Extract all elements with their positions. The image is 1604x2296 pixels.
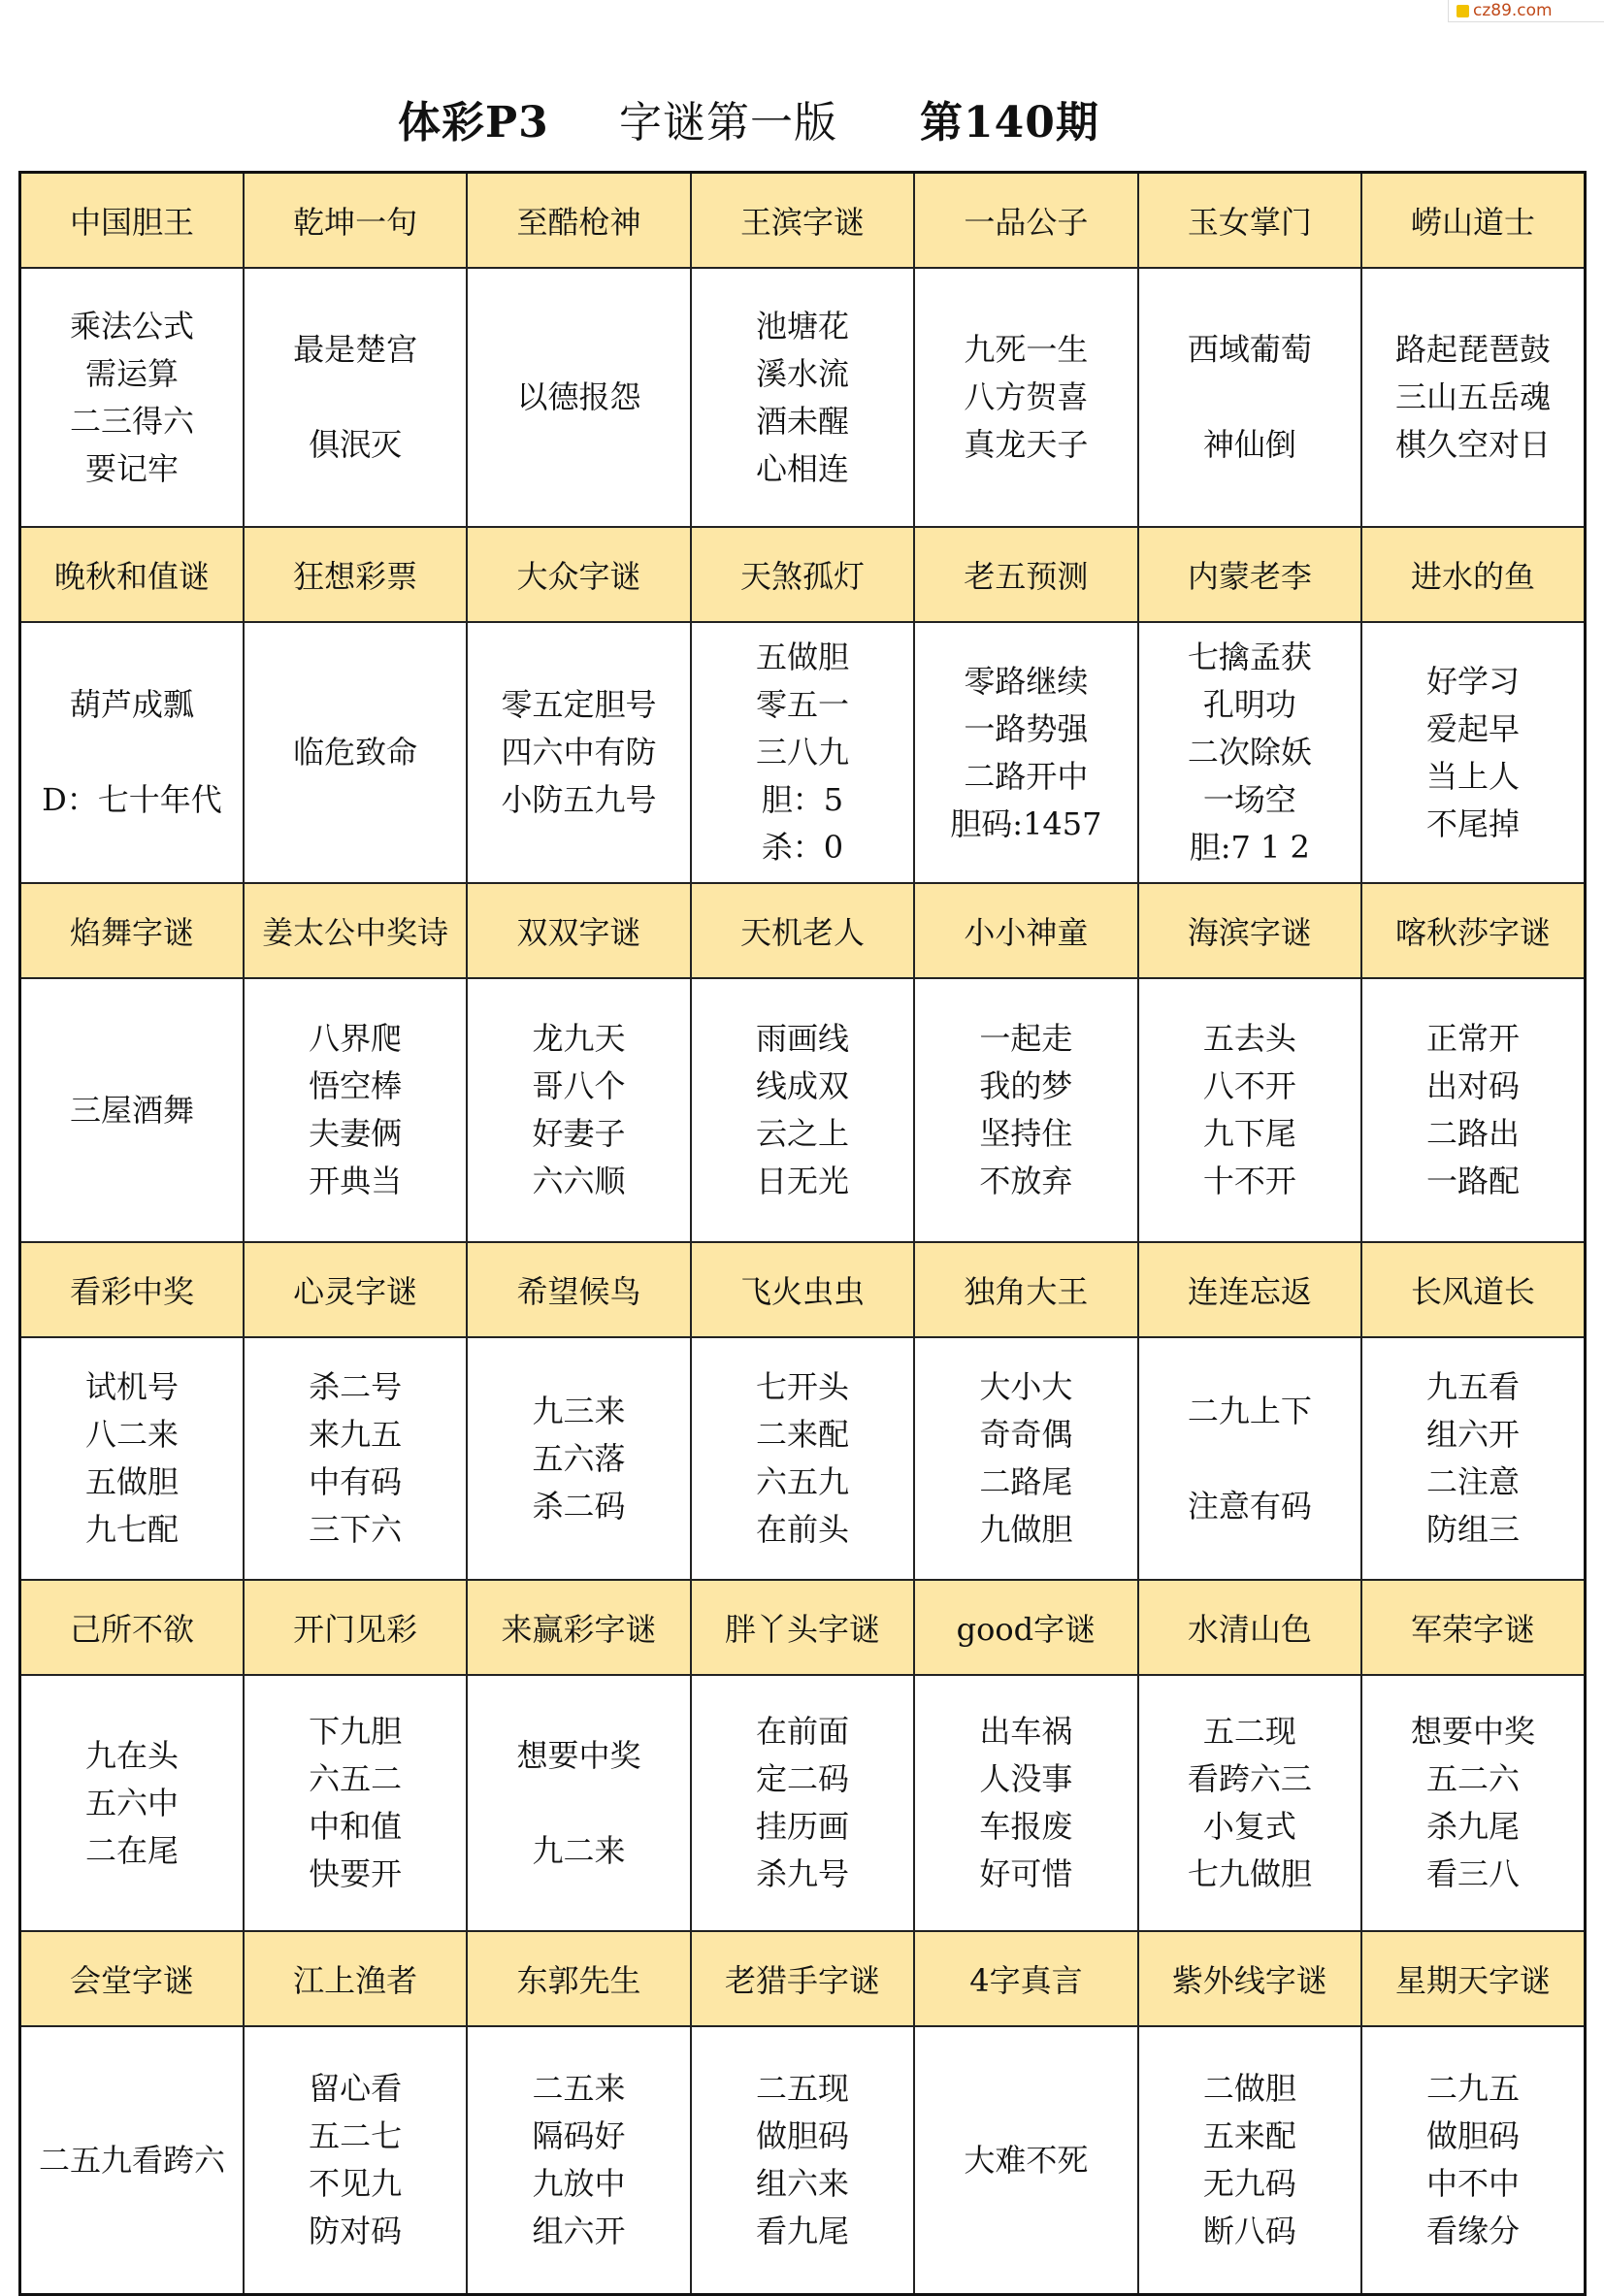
riddle-line: 一路配 bbox=[1426, 1163, 1521, 1199]
riddle-line: 要记牢 bbox=[84, 449, 179, 487]
riddle-cell bbox=[1361, 978, 1585, 1242]
riddle-line: 九死一生 bbox=[964, 331, 1089, 368]
riddle-line: 九二来 bbox=[532, 1831, 626, 1869]
riddle-cell bbox=[20, 622, 244, 883]
riddle-line: 小复式 bbox=[1202, 1808, 1296, 1845]
author-name: 小小神童 bbox=[914, 883, 1137, 978]
riddle-line: 杀二号 bbox=[309, 1368, 403, 1405]
riddle-line: 二来配 bbox=[755, 1416, 849, 1453]
riddle-line: 在前面 bbox=[755, 1713, 849, 1750]
riddle-line: 零路继续 bbox=[964, 662, 1089, 700]
riddle-line: 做胆码 bbox=[755, 2117, 849, 2154]
riddle-line: 试机号 bbox=[84, 1368, 179, 1405]
author-name: 胖丫头字谜 bbox=[691, 1580, 914, 1675]
riddle-line: 中和值 bbox=[309, 1808, 403, 1845]
riddle-line: 乘法公式 bbox=[69, 307, 194, 344]
riddle-line: 胆：5 bbox=[761, 781, 844, 818]
riddle-line: 最是楚宫 bbox=[293, 331, 418, 368]
header-row bbox=[20, 527, 1586, 622]
riddle-line: 悟空棒 bbox=[309, 1067, 403, 1104]
riddle-line: 九做胆 bbox=[979, 1511, 1073, 1548]
riddle-cell bbox=[1361, 1337, 1585, 1580]
riddle-line: 坚持住 bbox=[979, 1115, 1073, 1152]
riddle-line: 八不开 bbox=[1202, 1067, 1296, 1104]
riddle-line: 五二现 bbox=[1202, 1713, 1296, 1750]
riddle-cell bbox=[1138, 1337, 1361, 1580]
riddle-line bbox=[245, 374, 466, 421]
author-name: 4字真言 bbox=[914, 1931, 1137, 2026]
riddle-line: 龙九天 bbox=[532, 1020, 626, 1057]
author-name: good字谜 bbox=[914, 1580, 1137, 1675]
riddle-cell bbox=[244, 1337, 467, 1580]
riddle-line: 五去头 bbox=[1202, 1020, 1296, 1057]
header-row bbox=[20, 883, 1586, 978]
author-name: 焰舞字谜 bbox=[20, 883, 244, 978]
author-name: 中国胆王 bbox=[20, 173, 244, 269]
riddle-line: 杀：0 bbox=[761, 829, 844, 866]
riddle-line: 二三得六 bbox=[69, 402, 194, 440]
riddle-cell bbox=[691, 1337, 914, 1580]
riddle-line: 六六顺 bbox=[532, 1163, 626, 1199]
riddle-cell bbox=[20, 1675, 244, 1931]
riddle-line: 线成双 bbox=[755, 1067, 849, 1104]
riddle-line: 不放弃 bbox=[979, 1163, 1073, 1199]
riddle-line: 好可惜 bbox=[979, 1855, 1073, 1892]
riddle-line: 三下六 bbox=[309, 1511, 403, 1548]
author-name: 内蒙老李 bbox=[1138, 527, 1361, 622]
author-name: 会堂字谜 bbox=[20, 1931, 244, 2026]
riddle-line: 九五看 bbox=[1426, 1368, 1521, 1405]
riddle-cell bbox=[467, 268, 690, 527]
riddle-cell bbox=[914, 268, 1137, 527]
riddle-line: 杀九号 bbox=[755, 1855, 849, 1892]
riddle-line: 三山五岳魂 bbox=[1395, 378, 1552, 415]
riddle-line: 不尾掉 bbox=[1426, 804, 1521, 842]
riddle-line: 防组三 bbox=[1426, 1511, 1521, 1548]
riddle-line: 需运算 bbox=[84, 354, 179, 392]
riddle-line: 七九做胆 bbox=[1187, 1855, 1312, 1892]
author-name: 王滨字谜 bbox=[691, 173, 914, 269]
riddle-line: 葫芦成瓢 bbox=[69, 686, 194, 723]
riddle-line: 二五现 bbox=[755, 2070, 849, 2107]
author-name: 看彩中奖 bbox=[20, 1242, 244, 1337]
riddle-line: 以德报怨 bbox=[516, 378, 641, 415]
riddle-line: 九放中 bbox=[532, 2165, 626, 2202]
author-name: 姜太公中奖诗 bbox=[244, 883, 467, 978]
author-name: 水清山色 bbox=[1138, 1580, 1361, 1675]
riddle-line: 组六开 bbox=[532, 2213, 626, 2249]
author-name: 东郭先生 bbox=[467, 1931, 690, 2026]
riddle-line: 二路出 bbox=[1426, 1115, 1521, 1152]
header-row bbox=[20, 1931, 1586, 2026]
riddle-cell bbox=[1361, 268, 1585, 527]
riddle-line: 二在尾 bbox=[84, 1831, 179, 1869]
riddle-line: 下九胆 bbox=[309, 1713, 403, 1750]
riddle-line: 池塘花 bbox=[755, 307, 849, 344]
author-name: 狂想彩票 bbox=[244, 527, 467, 622]
riddle-line: 二路开中 bbox=[964, 757, 1089, 795]
riddle-line: 人没事 bbox=[979, 1760, 1073, 1797]
header-row bbox=[20, 173, 1586, 269]
riddle-line: 注意有码 bbox=[1187, 1487, 1312, 1525]
riddle-line: 哥八个 bbox=[532, 1067, 626, 1104]
riddle-line: 零五定胆号 bbox=[501, 686, 657, 723]
riddle-line: 不见九 bbox=[309, 2165, 403, 2202]
riddle-line: 我的梦 bbox=[979, 1067, 1073, 1104]
riddle-cell bbox=[914, 2026, 1137, 2295]
riddle-line: 想要中奖 bbox=[1411, 1713, 1536, 1750]
title-left: 体彩P3 bbox=[398, 98, 549, 148]
header-row bbox=[20, 1580, 1586, 1675]
riddle-line: 西域葡萄 bbox=[1187, 331, 1312, 368]
author-name: 乾坤一句 bbox=[244, 173, 467, 269]
author-name: 长风道长 bbox=[1361, 1242, 1585, 1337]
riddle-line: 看跨六三 bbox=[1187, 1760, 1312, 1797]
riddle-line: 奇奇偶 bbox=[979, 1416, 1073, 1453]
riddle-line: 二九上下 bbox=[1187, 1392, 1312, 1429]
riddle-line: 十不开 bbox=[1202, 1163, 1296, 1199]
riddle-line: 五二六 bbox=[1426, 1760, 1521, 1797]
riddle-line: 四六中有防 bbox=[501, 734, 657, 771]
riddle-line: 看三八 bbox=[1426, 1855, 1521, 1892]
riddle-line: 车报废 bbox=[979, 1808, 1073, 1845]
content-row bbox=[20, 268, 1586, 527]
author-name: 老五预测 bbox=[914, 527, 1137, 622]
author-name: 进水的鱼 bbox=[1361, 527, 1585, 622]
author-name: 江上渔者 bbox=[244, 1931, 467, 2026]
riddle-line: 雨画线 bbox=[755, 1020, 849, 1057]
riddle-line bbox=[1139, 374, 1360, 421]
riddle-line: 大难不死 bbox=[964, 2141, 1089, 2179]
riddle-line: 二五来 bbox=[532, 2070, 626, 2107]
riddle-line: 五来配 bbox=[1202, 2117, 1296, 2154]
riddle-cell bbox=[244, 1675, 467, 1931]
content-row bbox=[20, 1675, 1586, 1931]
riddle-cell bbox=[244, 622, 467, 883]
riddle-line: 好学习 bbox=[1426, 662, 1521, 700]
riddle-cell bbox=[914, 622, 1137, 883]
riddle-line: 临危致命 bbox=[293, 734, 418, 771]
riddle-line: 胆:7 1 2 bbox=[1189, 829, 1310, 866]
author-name: 军荣字谜 bbox=[1361, 1580, 1585, 1675]
riddle-line: 九下尾 bbox=[1202, 1115, 1296, 1152]
riddle-cell bbox=[20, 268, 244, 527]
author-name: 大众字谜 bbox=[467, 527, 690, 622]
author-name: 玉女掌门 bbox=[1138, 173, 1361, 269]
content-row bbox=[20, 2026, 1586, 2295]
riddle-line: 六五二 bbox=[309, 1760, 403, 1797]
riddle-line: 九七配 bbox=[84, 1511, 179, 1548]
riddle-line bbox=[468, 1780, 689, 1827]
riddle-cell bbox=[1361, 1675, 1585, 1931]
riddle-line: 出对码 bbox=[1426, 1067, 1521, 1104]
author-name: 双双字谜 bbox=[467, 883, 690, 978]
author-name: 己所不欲 bbox=[20, 1580, 244, 1675]
riddle-line: 心相连 bbox=[755, 449, 849, 487]
watermark-text: cz89.com bbox=[1473, 1, 1553, 20]
riddle-line: 中有码 bbox=[309, 1463, 403, 1500]
riddle-line: 来九五 bbox=[309, 1416, 403, 1453]
author-name: 一品公子 bbox=[914, 173, 1137, 269]
riddle-cell bbox=[1138, 978, 1361, 1242]
riddle-line: 当上人 bbox=[1426, 757, 1521, 795]
riddle-cell bbox=[691, 1675, 914, 1931]
riddle-line: 八二来 bbox=[84, 1416, 179, 1453]
riddle-line bbox=[21, 729, 243, 776]
riddle-line: 爱起早 bbox=[1426, 709, 1521, 747]
riddle-cell bbox=[691, 622, 914, 883]
riddle-line: 三八九 bbox=[755, 734, 849, 771]
riddle-line: 挂历画 bbox=[755, 1808, 849, 1845]
riddle-line: 一起走 bbox=[979, 1020, 1073, 1057]
riddle-line: 五二七 bbox=[309, 2117, 403, 2154]
logo-icon bbox=[1457, 5, 1469, 17]
riddle-cell bbox=[1138, 268, 1361, 527]
riddle-cell bbox=[20, 2026, 244, 2295]
watermark bbox=[1448, 0, 1604, 22]
riddle-line: 在前头 bbox=[755, 1511, 849, 1548]
riddle-cell bbox=[691, 2026, 914, 2295]
author-name: 来赢彩字谜 bbox=[467, 1580, 690, 1675]
riddle-line: 好妻子 bbox=[532, 1115, 626, 1152]
title-mid: 字谜第一版 bbox=[619, 98, 837, 148]
riddle-line: 八界爬 bbox=[309, 1020, 403, 1057]
riddle-cell bbox=[1138, 2026, 1361, 2295]
riddle-line: 棋久空对日 bbox=[1395, 426, 1552, 463]
riddle-line: 二五九看跨六 bbox=[38, 2141, 225, 2179]
author-name: 喀秋莎字谜 bbox=[1361, 883, 1585, 978]
riddle-line: 留心看 bbox=[309, 2070, 403, 2107]
author-name: 心灵字谜 bbox=[244, 1242, 467, 1337]
riddle-cell bbox=[20, 1337, 244, 1580]
riddle-line: 组六开 bbox=[1426, 1416, 1521, 1453]
riddle-line: 路起琵琶鼓 bbox=[1395, 331, 1552, 368]
riddle-line: 断八码 bbox=[1202, 2213, 1296, 2249]
riddle-line: 七擒孟获 bbox=[1187, 639, 1312, 675]
riddle-line: 大小大 bbox=[979, 1368, 1073, 1405]
riddle-line: 无九码 bbox=[1202, 2165, 1296, 2202]
author-name: 星期天字谜 bbox=[1361, 1931, 1585, 2026]
riddle-line: 二注意 bbox=[1426, 1463, 1521, 1500]
riddle-line: 看缘分 bbox=[1426, 2213, 1521, 2249]
riddle-cell bbox=[467, 1337, 690, 1580]
riddle-line: 做胆码 bbox=[1426, 2117, 1521, 2154]
riddle-line: 八方贺喜 bbox=[964, 378, 1089, 415]
riddle-cell bbox=[20, 978, 244, 1242]
riddle-line: 孔明功 bbox=[1202, 686, 1296, 723]
riddle-cell bbox=[914, 978, 1137, 1242]
riddle-cell bbox=[244, 978, 467, 1242]
author-name: 紫外线字谜 bbox=[1138, 1931, 1361, 2026]
author-name: 至酷枪神 bbox=[467, 173, 690, 269]
riddle-line: 真龙天子 bbox=[964, 426, 1089, 463]
riddle-line: 五做胆 bbox=[755, 639, 849, 675]
riddle-line: 看九尾 bbox=[755, 2213, 849, 2249]
author-name: 开门见彩 bbox=[244, 1580, 467, 1675]
title-issue: 第140期 bbox=[920, 98, 1099, 148]
riddle-line: 一路势强 bbox=[964, 709, 1089, 747]
riddle-line: 二做胆 bbox=[1202, 2070, 1296, 2107]
riddle-line: 五六落 bbox=[532, 1439, 626, 1477]
riddle-line: 五做胆 bbox=[84, 1463, 179, 1500]
author-name: 天机老人 bbox=[691, 883, 914, 978]
riddle-line: 杀二码 bbox=[532, 1487, 626, 1525]
riddle-line: 神仙倒 bbox=[1202, 426, 1296, 463]
riddle-cell bbox=[1138, 1675, 1361, 1931]
riddle-line: 九在头 bbox=[84, 1736, 179, 1774]
riddle-cell bbox=[1361, 622, 1585, 883]
riddle-line: 想要中奖 bbox=[516, 1736, 641, 1774]
riddle-line: 日无光 bbox=[755, 1163, 849, 1199]
riddle-line: 正常开 bbox=[1426, 1020, 1521, 1057]
riddle-line: 九三来 bbox=[532, 1392, 626, 1429]
riddle-cell bbox=[244, 268, 467, 527]
riddle-line: 胆码:1457 bbox=[950, 804, 1102, 842]
riddle-line: 一场空 bbox=[1202, 781, 1296, 818]
riddle-table bbox=[18, 171, 1587, 2296]
riddle-cell bbox=[1361, 2026, 1585, 2295]
riddle-cell bbox=[914, 1337, 1137, 1580]
author-name: 晚秋和值谜 bbox=[20, 527, 244, 622]
content-row bbox=[20, 1337, 1586, 1580]
riddle-line bbox=[1139, 1435, 1360, 1483]
riddle-line: 中不中 bbox=[1426, 2165, 1521, 2202]
riddle-line: 出车祸 bbox=[979, 1713, 1073, 1750]
riddle-cell bbox=[467, 1675, 690, 1931]
author-name: 飞火虫虫 bbox=[691, 1242, 914, 1337]
riddle-cell bbox=[467, 2026, 690, 2295]
riddle-line: 俱泯灭 bbox=[309, 426, 403, 463]
riddle-line: 组六来 bbox=[755, 2165, 849, 2202]
riddle-line: 七开头 bbox=[755, 1368, 849, 1405]
riddle-cell bbox=[914, 1675, 1137, 1931]
riddle-line: 开典当 bbox=[309, 1163, 403, 1199]
riddle-line: 隔码好 bbox=[532, 2117, 626, 2154]
page-title bbox=[0, 76, 1604, 163]
riddle-line: 云之上 bbox=[755, 1115, 849, 1152]
riddle-line: 夫妻俩 bbox=[309, 1115, 403, 1152]
author-name: 天煞孤灯 bbox=[691, 527, 914, 622]
riddle-cell bbox=[467, 622, 690, 883]
riddle-cell bbox=[467, 978, 690, 1242]
riddle-line: 溪水流 bbox=[755, 354, 849, 392]
content-row bbox=[20, 622, 1586, 883]
riddle-line: 快要开 bbox=[309, 1855, 403, 1892]
riddle-cell bbox=[691, 268, 914, 527]
riddle-line: 杀九尾 bbox=[1426, 1808, 1521, 1845]
riddle-line: 二次除妖 bbox=[1187, 734, 1312, 771]
riddle-cell bbox=[244, 2026, 467, 2295]
riddle-line: 六五九 bbox=[755, 1463, 849, 1500]
riddle-line: 零五一 bbox=[755, 686, 849, 723]
riddle-line: 小防五九号 bbox=[501, 781, 657, 818]
riddle-line: 防对码 bbox=[309, 2213, 403, 2249]
author-name: 崂山道士 bbox=[1361, 173, 1585, 269]
author-name: 海滨字谜 bbox=[1138, 883, 1361, 978]
content-row bbox=[20, 978, 1586, 1242]
author-name: 独角大王 bbox=[914, 1242, 1137, 1337]
author-name: 连连忘返 bbox=[1138, 1242, 1361, 1337]
riddle-line: 二九五 bbox=[1426, 2070, 1521, 2107]
author-name: 希望候鸟 bbox=[467, 1242, 690, 1337]
riddle-line: 定二码 bbox=[755, 1760, 849, 1797]
riddle-line: 五六中 bbox=[84, 1784, 179, 1821]
header-row bbox=[20, 1242, 1586, 1337]
riddle-line: D：七十年代 bbox=[42, 781, 222, 818]
riddle-line: 二路尾 bbox=[979, 1463, 1073, 1500]
riddle-line: 三屋酒舞 bbox=[69, 1091, 194, 1129]
author-name: 老猎手字谜 bbox=[691, 1931, 914, 2026]
riddle-cell bbox=[691, 978, 914, 1242]
riddle-line: 酒未醒 bbox=[755, 402, 849, 440]
riddle-cell bbox=[1138, 622, 1361, 883]
